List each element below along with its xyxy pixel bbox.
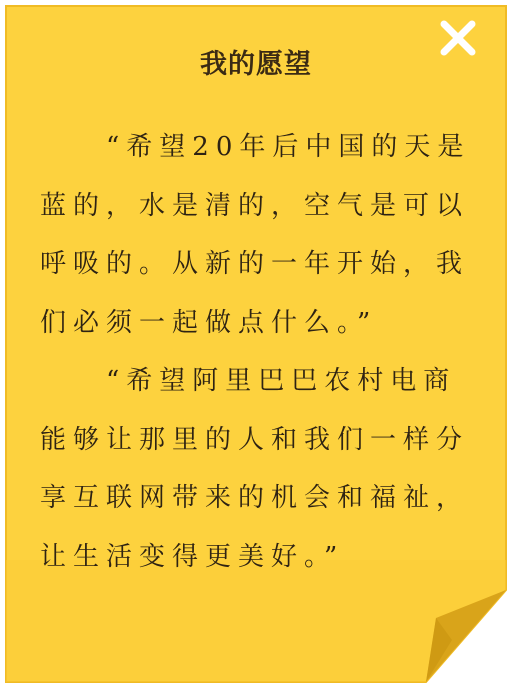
- wish-paragraph-2: “希望阿里巴巴农村电商能够让那里的人和我们一样分享互联网带来的机会和福祉，让生活变得更美好。”: [40, 366, 470, 572]
- close-icon[interactable]: [436, 16, 480, 60]
- note-content: [40, 118, 480, 586]
- wish-paragraph-1: “希望20年后中国的天是蓝的，水是清的，空气是可以呼吸的。从新的一年开始，我们必须一起做点什么。”: [40, 132, 471, 338]
- note-title: 我的愿望: [200, 49, 312, 80]
